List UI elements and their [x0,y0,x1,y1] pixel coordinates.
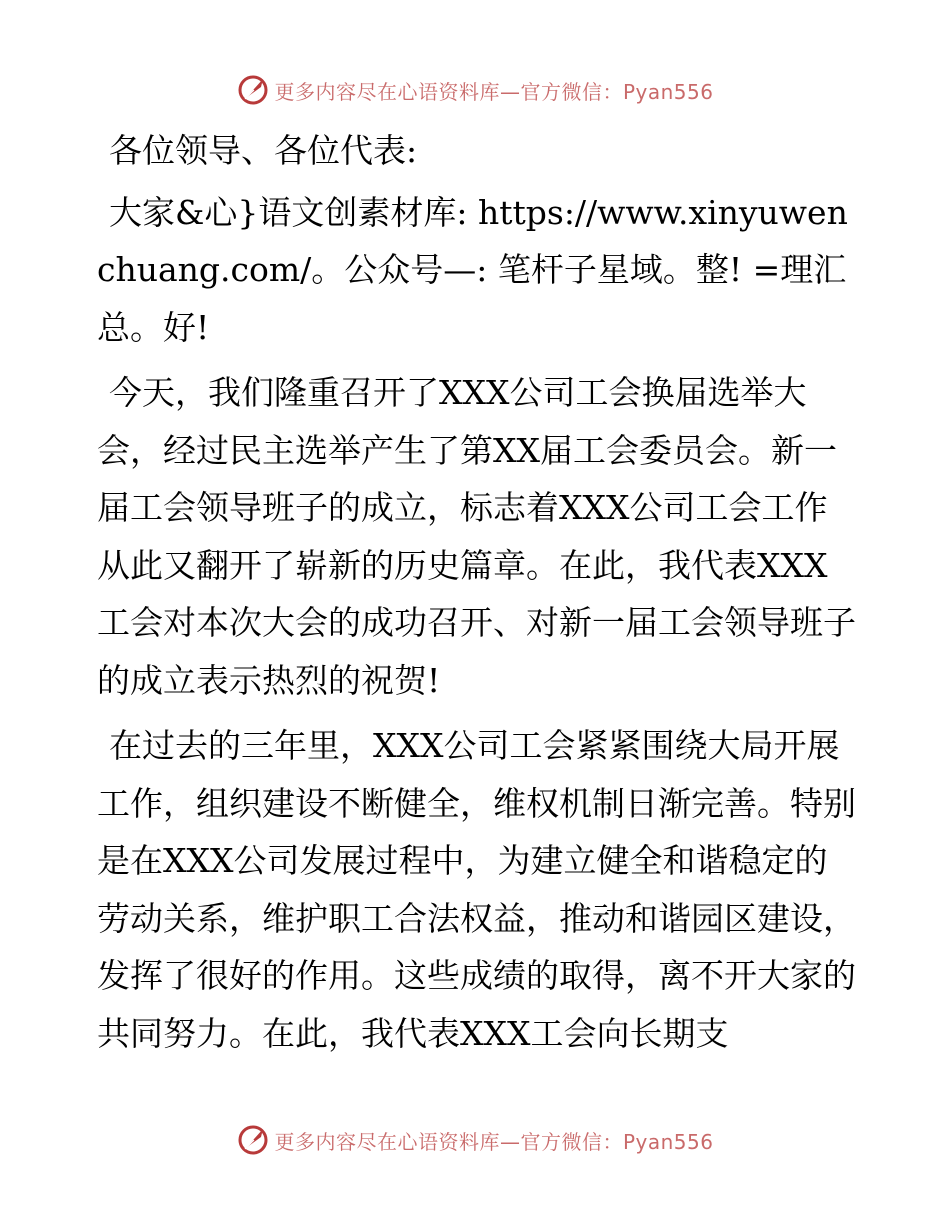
paragraph-3-text: 在过去的三年里，XXX公司工会紧紧围绕大局开展工作，组织建设不断健全，维权机制日渐完善。特别是在XXX公司发展过程中，为建立健全和谐稳定的劳动关系，维护职工合法权益，推动和谐园区建设，发挥了很好的作用。这些成绩的取得，离不开大家的共同努力。在此，我代表XXX工会向长期支 [97,726,856,1053]
footer-banner-text: 更多内容尽在心语资料库—官方微信：Pyan556 [274,1129,714,1154]
paragraph-1 [97,184,857,357]
header-banner-text: 更多内容尽在心语资料库—官方微信：Pyan556 [274,79,714,104]
feather-pen-logo-icon [236,1123,270,1157]
header-banner [0,68,950,112]
document-body [97,122,857,1070]
paragraph-2 [97,364,857,709]
footer-banner [0,1118,950,1162]
feather-pen-logo-icon [236,73,270,107]
salutation: 各位领导、各位代表: [109,131,418,170]
paragraph-3 [97,717,857,1062]
paragraph-1-text: 大家&心}语文创素材库: https://www.xinyuwenchuang.com/。公众号—: 笔杆子星域。整! =理汇总。好! [97,192,848,347]
paragraph-2-text: 今天，我们隆重召开了XXX公司工会换届选举大会，经过民主选举产生了第XX届工会委员会。新一届工会领导班子的成立，标志着XXX公司工会工作从此又翻开了崭新的历史篇章。在此，我代表XXX工会对本次大会的成功召开、对新一届工会领导班子的成立表示热烈的祝贺! [97,373,856,700]
